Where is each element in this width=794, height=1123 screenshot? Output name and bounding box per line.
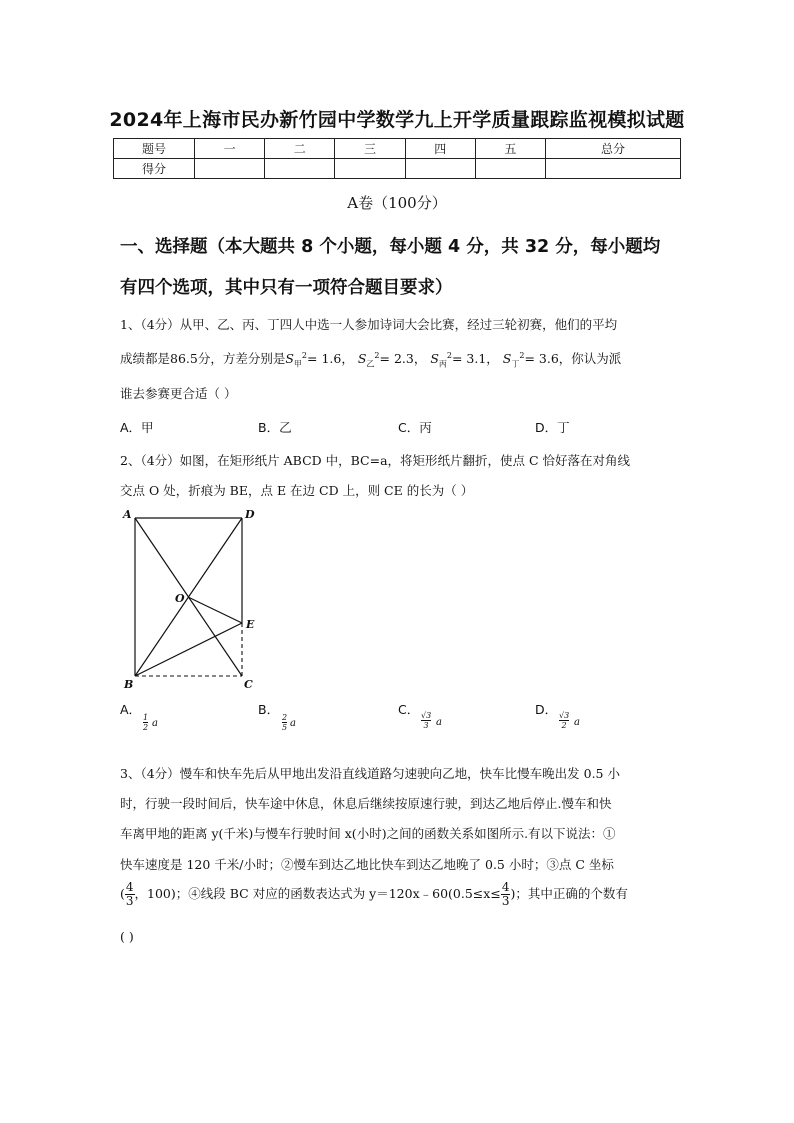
q1-sup: 2 [301,350,308,360]
q1-option-c[interactable]: C．丙 [398,420,432,435]
q1-val-yi: = 2.3， [379,351,427,366]
q2-option-d-expr [559,711,569,730]
frac-num: 4 [501,880,510,894]
q3-fraction-4-3b [501,881,511,908]
frac-num: √3 [559,711,570,720]
score-header-cell: 一 [195,139,265,159]
q1-sub-yi: 乙 [366,359,375,369]
q3-line5-middle: ，100)；④线段 BC 对应的函数表达式为 y＝120x﹣60(0.5≤x≤ [134,886,501,901]
q3-line4: 快车速度是 120 千米/小时；②慢车到达乙地比快车到达乙地晚了 0.5 小时；③点 C 坐标 [120,857,614,872]
q2-option-b-var: a [290,718,296,729]
score-header-cell: 题号 [114,139,195,159]
frac-num: 2 [282,713,288,722]
q2-segment-oe [188,597,242,623]
frac-num: √3 [421,711,432,720]
score-cell[interactable] [195,159,265,179]
score-cell[interactable] [335,159,405,179]
q1-sub-ding: 丁 [511,359,520,369]
q2-option-a[interactable]: A． [120,702,142,717]
frac-den: 2 [561,721,567,730]
q2-option-c-var: a [436,717,442,728]
score-cell[interactable] [546,159,681,179]
page-title: 2024年上海市民办新竹园中学数学九上开学质量跟踪监视模拟试题 [109,109,685,131]
q2-option-d[interactable]: D． [535,702,558,717]
q2-label-e: E [246,618,255,631]
section1-heading-line2: 有四个选项，其中只有一项符合题目要求） [120,278,453,298]
section-a-heading: A卷（100分） [347,194,447,212]
q3-line1: 3、（4分）慢车和快车先后从甲地出发沿直线道路匀速驶向乙地，快车比慢车晚出发 0.5 小 [120,766,620,781]
q1-sup: 2 [519,350,525,360]
q1-option-b[interactable]: B．乙 [258,420,292,435]
q2-label-b: B [124,678,134,691]
score-table-score-row [114,159,681,179]
q1-val-ding: = 3.6，你认为派 [524,351,622,366]
q2-rectangle-figure [118,506,268,691]
q2-label-o: O [175,592,185,605]
q2-label-d: D [245,508,255,521]
score-header-cell: 二 [265,139,335,159]
score-table-header-row [114,139,681,159]
q2-label-a: A [123,508,132,521]
q1-line2-text: 成绩都是86.5分，方差分别是 [120,351,286,366]
q3-line2: 时，行驶一段时间后，快车途中休息，休息后继续按原速行驶，到达乙地后停止.慢车和快 [120,796,612,811]
q3-fraction-4-3 [125,881,135,908]
frac-den: 3 [125,894,134,908]
q3-line5-end: )；其中正确的个数有 [510,886,628,901]
q2-option-a-var: a [152,718,158,729]
q1-val-jia: = 1.6， [307,351,354,366]
q2-option-c[interactable]: C． [398,702,420,717]
q2-line1: 2、（4分）如图，在矩形纸片 ABCD 中，BC=a，将矩形纸片翻折，使点 C 恰好落在对角线 [120,453,631,468]
q1-s-ding: S [502,351,512,366]
frac-den: 5 [282,723,288,732]
q2-option-b[interactable]: B． [258,702,280,717]
score-table [113,138,681,179]
score-cell[interactable] [405,159,475,179]
frac-den: 3 [423,721,429,730]
frac-den: 2 [143,723,149,732]
score-header-cell: 三 [335,139,405,159]
q1-s-jia: S [285,351,294,366]
q3-line5-open: ( [120,886,125,901]
q2-option-b-expr [282,713,287,732]
frac-num: 4 [125,880,134,894]
q1-sub-bing: 丙 [438,359,447,369]
score-header-cell: 五 [475,139,545,159]
q2-option-d-var: a [574,717,580,728]
section1-heading-line1: 一、选择题（本大题共 8 个小题，每小题 4 分，共 32 分，每小题均 [120,237,661,257]
score-header-cell: 四 [405,139,475,159]
q1-option-d[interactable]: D．丁 [535,420,570,435]
q1-line1: 1、（4分）从甲、乙、丙、丁四人中选一人参加诗词大会比赛，经过三轮初赛，他们的平均 [120,317,618,332]
q3-line5 [120,881,690,908]
score-header-cell: 总分 [546,139,681,159]
q1-s-yi: S [357,351,367,366]
frac-num: 1 [143,713,149,722]
q1-val-bing: = 3.1， [451,351,499,366]
score-cell[interactable] [265,159,335,179]
q2-option-c-expr [421,711,431,730]
q1-line3: 谁去参赛更合适（ ） [120,386,237,401]
score-row-label: 得分 [114,159,195,179]
q2-label-c: C [244,678,253,691]
q1-sub-jia: 甲 [293,359,302,369]
q1-option-a[interactable]: A．甲 [120,420,154,435]
score-cell[interactable] [475,159,545,179]
q2-fold-be [135,623,242,676]
q1-s-bing: S [430,351,439,366]
q3-line6: ( ) [120,929,134,944]
q1-sup: 2 [446,350,452,360]
q2-line2: 交点 O 处，折痕为 BE，点 E 在边 CD 上，则 CE 的长为（ ） [120,483,474,498]
q3-line3: 车离甲地的距离 y(千米)与慢车行驶时间 x(小时)之间的函数关系如图所示.有以下说法：① [120,826,616,841]
q1-line2 [120,349,690,370]
q1-sup: 2 [374,350,380,360]
frac-den: 3 [501,894,510,908]
q2-option-a-expr [143,713,148,732]
